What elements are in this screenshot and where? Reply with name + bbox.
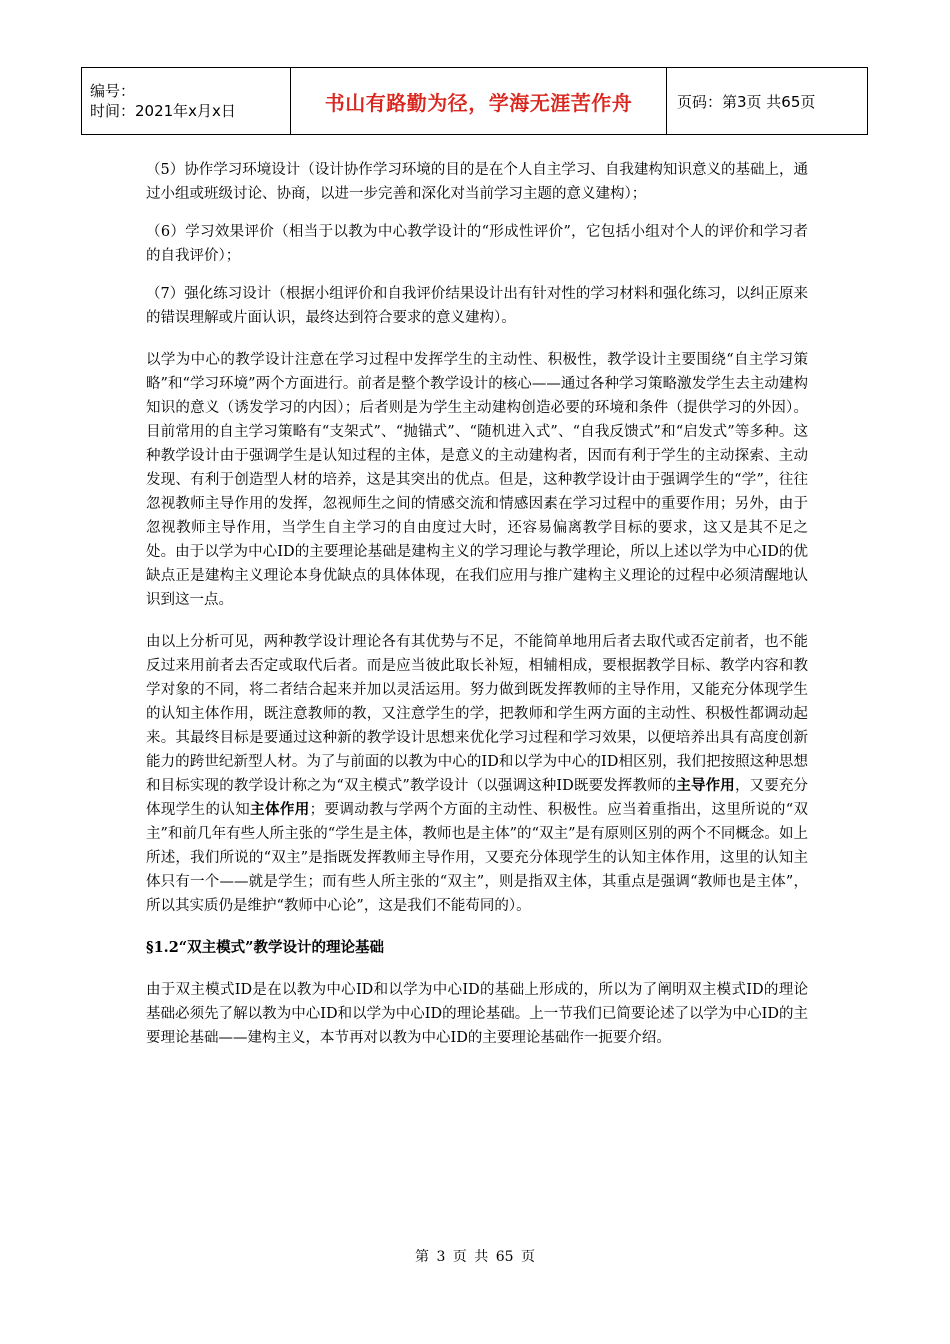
date-label: 时间：2021年x月x日 bbox=[90, 102, 236, 120]
paragraph-learner-centered: 以学为中心的教学设计注意在学习过程中发挥学生的主动性、积极性，教学设计主要围绕“自主学习策略”和“学习环境”两个方面进行。前者是整个教学设计的核心——通过各种学习策略激发学生去主动建构知识的意义（诱发学习的内因）；后者则是为学生主动建构创造必要的环境和条件（提供学习的外因）。目前常用的自主学习策略有“支架式”、“抛锚式”、“随机进入式”、“自我反馈式”和“启发式”等多种。这种教学设计由于强调学生是认知过程的主体，是意义的主动建构者，因而有利于学生的主动探索、主动发现、有利于创造型人材的培养，这是其突出的优点。但是，这种教学设计由于强调学生的“学”，往往忽视教师主导作用的发挥，忽视师生之间的情感交流和情感因素在学习过程中的重要作用；另外，由于忽视教师主导作用，当学生自主学习的自由度过大时，还容易偏离教学目标的要求，这又是其不足之处。由于以学为中心ID的主要理论基础是建构主义的学习理论与教学理论，所以上述以学为中心ID的优缺点正是建构主义理论本身优缺点的具体体现，在我们应用与推广建构主义理论的过程中必须清醒地认识到这一点。 bbox=[146, 352, 808, 608]
header-meta bbox=[82, 68, 291, 135]
page-header bbox=[81, 67, 868, 135]
header-motto: 书山有路勤为径，学海无涯苦作舟 bbox=[291, 68, 667, 135]
paragraph-dual-mode bbox=[146, 630, 808, 918]
text-segment: ，又要充分体现学生的认知 bbox=[146, 778, 808, 818]
header-page-label: 页码：第3页 共65页 bbox=[667, 68, 868, 135]
page-footer: 第 3 页 共 65 页 bbox=[415, 1249, 535, 1265]
section-heading: §1.2“双主模式”教学设计的理论基础 bbox=[146, 939, 384, 956]
text-segment: ；要调动教与学两个方面的主动性、积极性。应当着重指出，这里所说的“双主”和前几年有些人所主张的“学生是主体，教师也是主体”的“双主”是有原则区别的两个不同概念。如上所述，我们所说的“双主”是指既发挥教师主导作用，又要充分体现学生的认知主体作用，这里的认知主体只有一个——就是学生；而有些人所主张的“双主”，则是指双主体，其重点是强调“教师也是主体”，所以其实质仍是维护“教师中心论”，这是我们不能苟同的）。 bbox=[146, 802, 808, 914]
paragraph-item-7: （7）强化练习设计（根据小组评价和自我评价结果设计出有针对性的学习材料和强化练习，以纠正原来的错误理解或片面认识，最终达到符合要求的意义建构）。 bbox=[146, 286, 808, 326]
paragraph-item-6: （6）学习效果评价（相当于以教为中心教学设计的“形成性评价”，它包括小组对个人的评价和学习者的自我评价）； bbox=[146, 224, 808, 264]
bold-term-subject-role: 主体作用 bbox=[250, 801, 310, 818]
paragraph-item-5: （5）协作学习环境设计（设计协作学习环境的目的是在个人自主学习、自我建构知识意义的基础上，通过小组或班级讨论、协商，以进一步完善和深化对当前学习主题的意义建构）； bbox=[146, 162, 808, 202]
text-segment: 由以上分析可见，两种教学设计理论各有其优势与不足，不能简单地用后者去取代或否定前者，也不能反过来用前者去否定或取代后者。而是应当彼此取长补短，相辅相成，要根据教学目标、教学内容和教学对象的不同，将二者结合起来并加以灵活运用。努力做到既发挥教师的主导作用，又能充分体现学生的认知主体作用，既注意教师的教，又注意学生的学，把教师和学生两方面的主动性、积极性都调动起来。其最终目标是要通过这种新的教学设计思想来优化学习过程和学习效果，以便培养出具有高度创新能力的跨世纪新型人材。为了与前面的以教为中心的ID和以学为中心的ID相区别，我们把按照这种思想和目标实现的教学设计称之为“双主模式”教学设计（以强调这种ID既要发挥教师的 bbox=[146, 634, 808, 794]
bold-term-leading-role: 主导作用 bbox=[676, 777, 735, 794]
serial-label: 编号： bbox=[90, 82, 136, 100]
document-body bbox=[146, 158, 808, 1068]
paragraph-theory-basis: 由于双主模式ID是在以教为中心ID和以学为中心ID的基础上形成的，所以为了阐明双主模式ID的理论基础必须先了解以教为中心ID和以学为中心ID的理论基础。上一节我们已简要论述了以学为中心ID的主要理论基础——建构主义，本节再对以教为中心ID的主要理论基础作一扼要介绍。 bbox=[146, 982, 808, 1046]
